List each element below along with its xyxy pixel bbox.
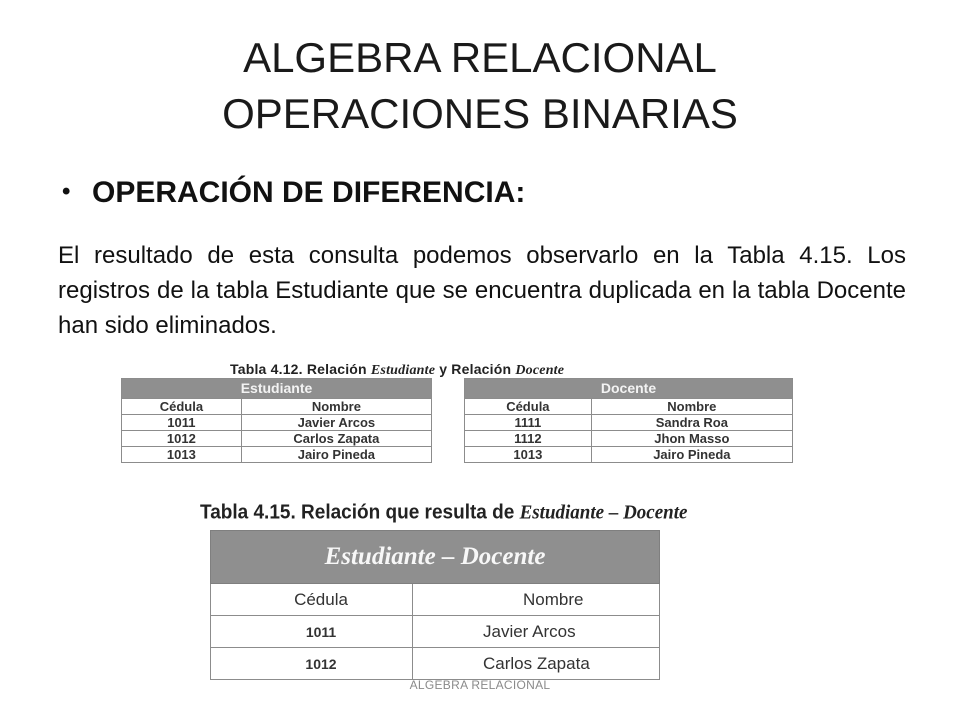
cedula-cell: 1112 xyxy=(465,431,592,447)
cedula-cell: 1012 xyxy=(211,648,413,680)
table-415-caption xyxy=(200,501,687,524)
nombre-cell: Javier Arcos xyxy=(413,616,660,648)
column-header-nombre: Nombre xyxy=(413,584,660,616)
nombre-cell: Javier Arcos xyxy=(241,415,431,431)
bullet-dot-icon: • xyxy=(62,178,71,205)
table-row xyxy=(465,415,793,431)
bullet-heading: OPERACIÓN DE DIFERENCIA: xyxy=(92,176,526,209)
caption-emphasis-docente: Docente xyxy=(515,363,565,378)
body-paragraph: El resultado de esta consulta podemos observarlo en la Tabla 4.15. Los registros de la tabla Estudiante que se encuentra duplicada en la tabla Docente han sido eliminados. xyxy=(58,242,906,339)
bullet-heading-row xyxy=(62,176,525,210)
nombre-cell: Jairo Pineda xyxy=(241,447,431,463)
table-row xyxy=(122,431,432,447)
cedula-cell: 1013 xyxy=(465,447,592,463)
caption-emphasis-estudiante: Estudiante xyxy=(370,363,436,378)
table-row xyxy=(465,431,793,447)
cedula-cell: 1013 xyxy=(122,447,242,463)
caption-middle: y Relación xyxy=(435,361,516,377)
table-header: Estudiante – Docente xyxy=(211,531,660,584)
table-row xyxy=(122,415,432,431)
table-row xyxy=(465,447,793,463)
column-header-cedula: Cédula xyxy=(465,399,592,415)
column-header-cedula: Cédula xyxy=(211,584,413,616)
table-header: Estudiante xyxy=(122,379,432,399)
nombre-cell: Carlos Zapata xyxy=(241,431,431,447)
title-line-2: OPERACIONES BINARIAS xyxy=(222,90,738,137)
nombre-cell: Carlos Zapata xyxy=(413,648,660,680)
column-header-nombre: Nombre xyxy=(241,399,431,415)
slide-footer: ALGEBRA RELACIONAL xyxy=(409,678,551,692)
estudiante-table xyxy=(121,378,432,463)
nombre-cell: Jhon Masso xyxy=(591,431,792,447)
table-header: Docente xyxy=(465,379,793,399)
cedula-cell: 1012 xyxy=(122,431,242,447)
column-header-nombre: Nombre xyxy=(591,399,792,415)
cedula-cell: 1011 xyxy=(211,616,413,648)
difference-result-table xyxy=(210,530,660,680)
table-row xyxy=(211,616,660,648)
cedula-cell: 1011 xyxy=(122,415,242,431)
slide-title xyxy=(0,30,960,142)
cedula-cell: 1111 xyxy=(465,415,592,431)
docente-table xyxy=(464,378,793,463)
caption-prefix: Tabla 4.12. Relación xyxy=(230,361,371,377)
table-412-caption xyxy=(230,361,564,379)
nombre-cell: Jairo Pineda xyxy=(591,447,792,463)
column-header-cedula: Cédula xyxy=(122,399,242,415)
caption-prefix: Tabla 4.15. Relación que resulta de xyxy=(200,501,520,524)
title-line-1: ALGEBRA RELACIONAL xyxy=(243,34,717,81)
table-row xyxy=(211,648,660,680)
table-row xyxy=(122,447,432,463)
nombre-cell: Sandra Roa xyxy=(591,415,792,431)
caption-emphasis-difference: Estudiante – Docente xyxy=(519,501,688,524)
